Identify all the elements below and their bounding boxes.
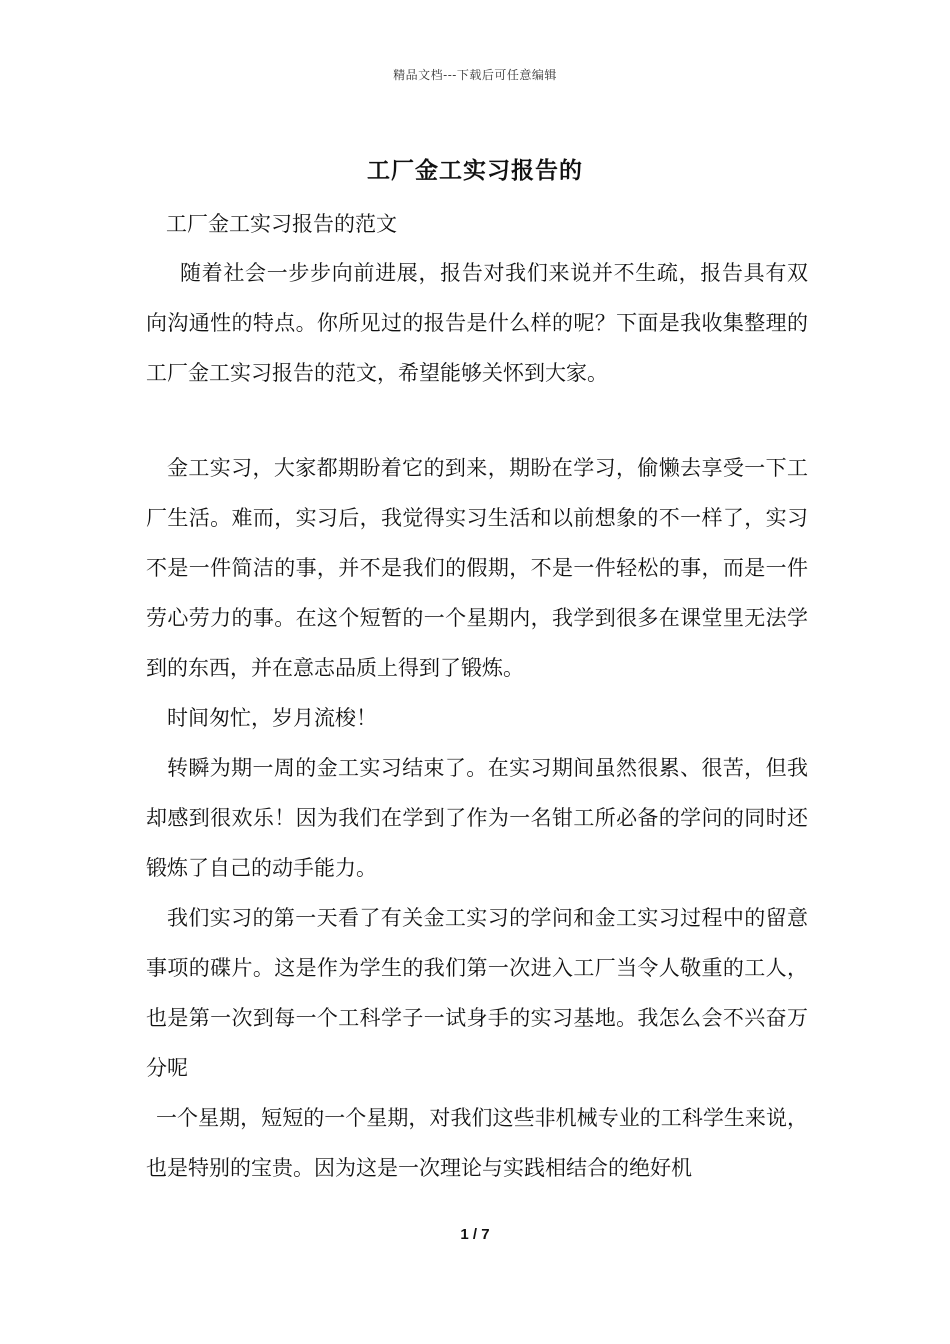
paragraph-2: 时间匆忙，岁月流梭！ xyxy=(167,706,377,730)
paragraph-4: 我们实习的第一天看了有关金工实习的学问和金工实习过程中的留意事项的碟片。这是作为学生的我们第一次进入工厂当令人敬重的工人，也是第一次到每一个工科学子一试身手的实习基地。我怎么会不兴奋万分呢 xyxy=(146,906,808,1080)
paragraph-5: 一个星期，短短的一个星期，对我们这些非机械专业的工科学生来说，也是特别的宝贵。因为这是一次理论与实践相结合的绝好机 xyxy=(146,1106,808,1180)
document-title: 工厂金工实习报告的 xyxy=(367,157,583,184)
document-subtitle: 工厂金工实习报告的范文 xyxy=(166,212,397,236)
paragraph-intro: 随着社会一步步向前进展，报告对我们来说并不生疏，报告具有双向沟通性的特点。你所见过的报告是什么样的呢？下面是我收集整理的工厂金工实习报告的范文，希望能够关怀到大家。 xyxy=(146,261,808,385)
page-header-note: 精品文档---下载后可任意编辑 xyxy=(393,68,557,82)
page-number: 1 / 7 xyxy=(460,1226,490,1243)
paragraph-1: 金工实习，大家都期盼着它的到来，期盼在学习，偷懒去享受一下工厂生活。难而，实习后，我觉得实习生活和以前想象的不一样了，实习不是一件简洁的事，并不是我们的假期，不是一件轻松的事，而是一件劳心劳力的事。在这个短暂的一个星期内，我学到很多在课堂里无法学到的东西，并在意志品质上得到了锻炼。 xyxy=(146,456,808,680)
paragraph-3: 转瞬为期一周的金工实习结束了。在实习期间虽然很累、很苦，但我却感到很欢乐！因为我们在学到了作为一名钳工所必备的学问的同时还锻炼了自己的动手能力。 xyxy=(146,756,808,880)
